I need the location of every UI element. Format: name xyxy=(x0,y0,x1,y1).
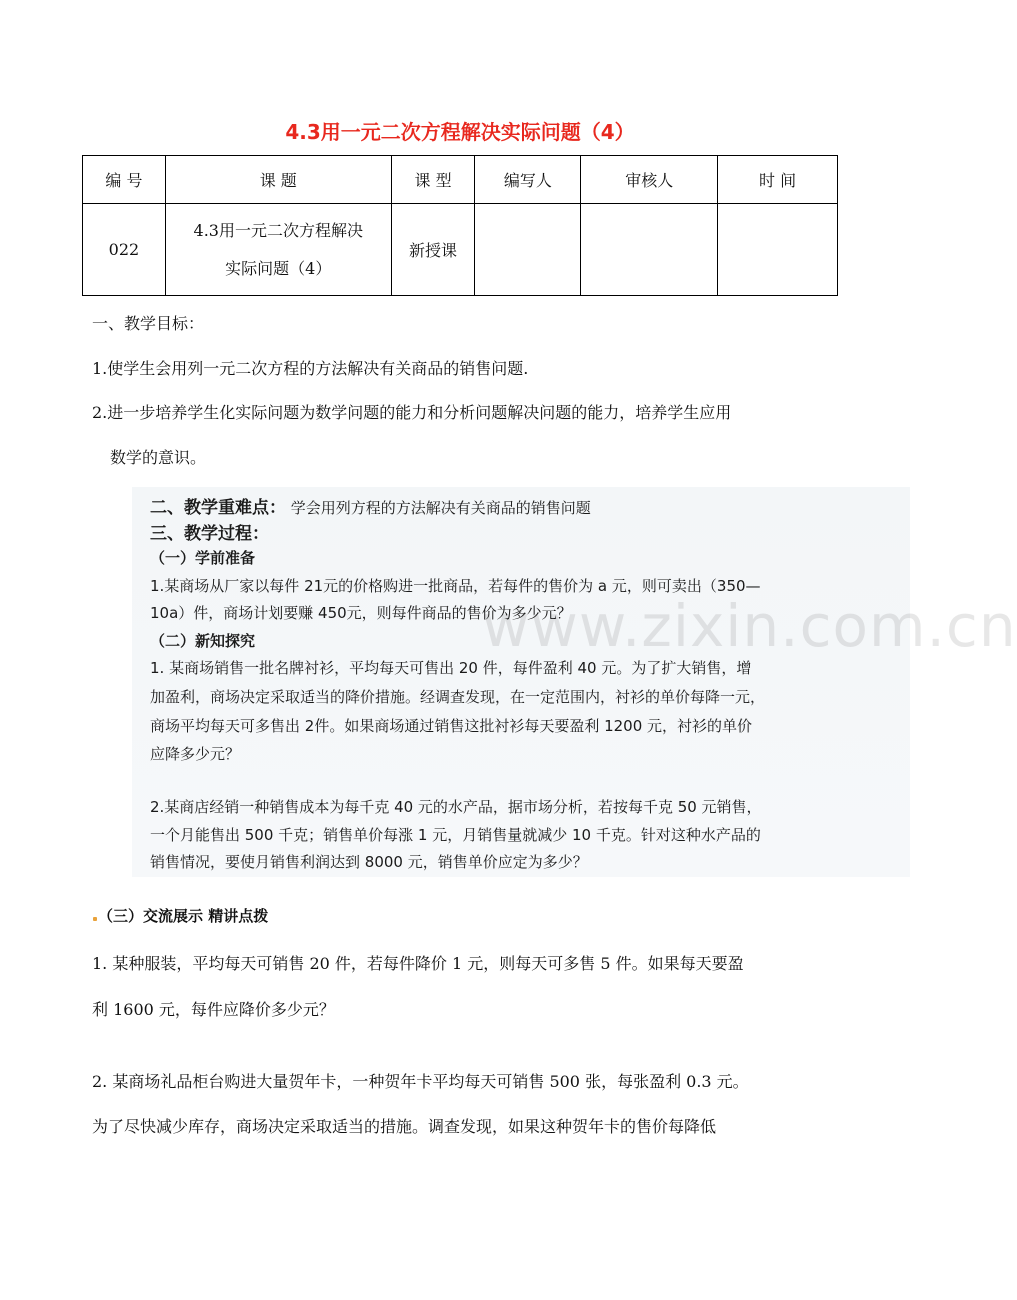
header-author: 编写人 xyxy=(475,156,581,204)
scanned-content-block xyxy=(132,487,1017,877)
table-row xyxy=(83,204,838,296)
header-reviewer: 审核人 xyxy=(581,156,718,204)
cell-reviewer xyxy=(581,204,718,296)
header-number: 编 号 xyxy=(83,156,166,204)
explore2-line-1: 2.某商店经销一种销售成本为每千克 40 元的水产品，据市场分析，若按每千克 50 元销售， xyxy=(150,798,762,816)
explore-heading: （二）新知探究 xyxy=(150,632,256,650)
cell-time xyxy=(718,204,838,296)
objective-item-1: 1.使学生会用列一元二次方程的方法解决有关商品的销售问题. xyxy=(92,359,529,378)
prep-heading: （一）学前准备 xyxy=(150,549,256,567)
cell-topic xyxy=(165,204,391,296)
explore2-line-2: 一个月能售出 500 千克；销售单价每涨 1 元，月销售量就减少 10 千克。针对这种水产品的 xyxy=(150,826,761,844)
section3-heading: （三）交流展示 精讲点拨 xyxy=(98,907,269,925)
annotation-mark xyxy=(93,917,97,921)
key-points-line xyxy=(150,493,591,518)
exercise2-line1: 2. 某商场礼品柜台购进大量贺年卡，一种贺年卡平均每天可销售 500 张，每张盈利 0.3 元。 xyxy=(92,1072,749,1091)
watermark-text: www.zixin.com.cn xyxy=(482,592,1017,660)
header-topic: 课 题 xyxy=(165,156,391,204)
explore1-line-3: 商场平均每天可多售出 2件。如果商场通过销售这批衬衫每天要盈利 1200 元，衬衫的单价 xyxy=(150,717,753,735)
explore1-line-2: 加盈利，商场决定采取适当的降价措施。经调查发现，在一定范围内，衬衫的单价每降一元， xyxy=(150,688,766,706)
exercise1-line1: 1. 某种服装，平均每天可销售 20 件，若每件降价 1 元，则每天可多售 5 件。如果每天要盈 xyxy=(92,954,744,973)
table-header-row xyxy=(83,156,838,204)
cell-topic-line2: 实际问题（4） xyxy=(225,258,332,278)
lesson-info-table xyxy=(82,155,838,296)
explore1-line-1: 1. 某商场销售一批名牌衬衫，平均每天可售出 20 件，每件盈利 40 元。为了扩大销售，增 xyxy=(150,659,752,677)
prep-line-2: 10a）件，商场计划要赚 450元，则每件商品的售价为多少元？ xyxy=(150,604,572,622)
process-heading: 三、教学过程： xyxy=(150,524,269,544)
cell-topic-line1: 4.3用一元二次方程解决 xyxy=(193,220,363,240)
key-points-label: 二、教学重难点： xyxy=(150,498,286,518)
cell-author xyxy=(475,204,581,296)
objective-item-2-line1: 2.进一步培养学生化实际问题为数学问题的能力和分析问题解决问题的能力，培养学生应用 xyxy=(92,403,732,422)
header-time: 时 间 xyxy=(718,156,838,204)
objectives-heading: 一、教学目标： xyxy=(92,314,205,333)
key-points-text: 学会用列方程的方法解决有关商品的销售问题 xyxy=(290,499,591,517)
explore2-line-3: 销售情况，要使月销售利润达到 8000 元，销售单价应定为多少？ xyxy=(150,853,588,871)
exercise1-line2: 利 1600 元，每件应降价多少元？ xyxy=(92,1000,335,1019)
cell-type: 新授课 xyxy=(391,204,475,296)
exercise2-line2: 为了尽快减少库存，商场决定采取适当的措施。调查发现，如果这种贺年卡的售价每降低 xyxy=(92,1117,717,1136)
section3-heading-line xyxy=(92,905,268,926)
explore1-line-4: 应降多少元？ xyxy=(150,745,241,763)
prep-line-1: 1.某商场从厂家以每件 21元的价格购进一批商品，若每件的售价为 a 元，则可卖出（350— xyxy=(150,577,761,595)
cell-number: 022 xyxy=(83,204,166,296)
document-title: 4.3用一元二次方程解决实际问题（4） xyxy=(285,120,635,144)
objective-item-2-line2: 数学的意识。 xyxy=(110,448,207,467)
header-type: 课 型 xyxy=(391,156,475,204)
